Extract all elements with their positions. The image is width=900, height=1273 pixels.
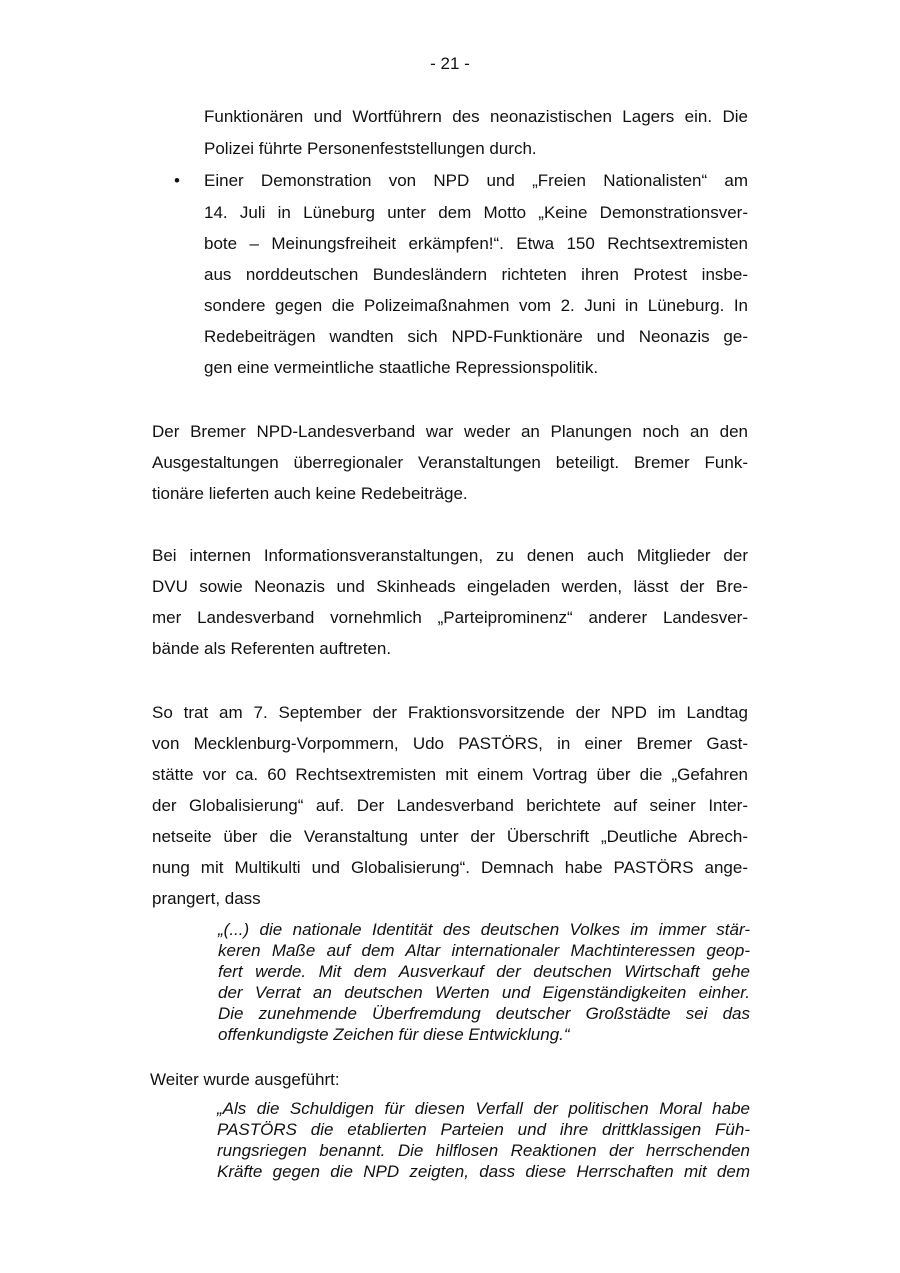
quote-line: „Als die Schuldigen für diesen Verfall der politischen Moral habe	[217, 1099, 750, 1118]
text-line: der Globalisierung“ auf. Der Landesverband berichtete auf seiner Inter-	[152, 796, 748, 815]
text-line: von Mecklenburg-Vorpommern, Udo PASTÖRS, in einer Bremer Gast-	[152, 734, 748, 753]
page-number: - 21 -	[430, 54, 470, 73]
quote-line: „(...) die nationale Identität des deutschen Volkes im immer stär-	[218, 920, 750, 939]
text-line: Polizei führte Personenfeststellungen durch.	[204, 139, 537, 158]
text-line: sondere gegen die Polizeimaßnahmen vom 2. Juni in Lüneburg. In	[204, 296, 748, 315]
continuation-label: Weiter wurde ausgeführt:	[150, 1070, 340, 1089]
text-line: bote – Meinungsfreiheit erkämpfen!“. Etwa 150 Rechtsextremisten	[204, 234, 748, 253]
bullet-marker: •	[174, 171, 180, 190]
quote-line: PASTÖRS die etablierten Parteien und ihre drittklassigen Füh-	[217, 1120, 750, 1139]
text-line: Redebeiträgen wandten sich NPD-Funktionäre und Neonazis ge-	[204, 327, 748, 346]
quote-line: rungsriegen benannt. Die hilflosen Reaktionen der herrschenden	[217, 1141, 750, 1160]
text-line: Funktionären und Wortführern des neonazistischen Lagers ein. Die	[204, 107, 748, 126]
text-line: stätte vor ca. 60 Rechtsextremisten mit einem Vortrag über die „Gefahren	[152, 765, 748, 784]
quote-line: keren Maße auf dem Altar internationaler Machtinteressen geop-	[218, 941, 750, 960]
quote-line: offenkundigste Zeichen für diese Entwicklung.“	[218, 1025, 570, 1044]
quote-line: fert werde. Mit dem Ausverkauf der deutschen Wirtschaft gehe	[218, 962, 750, 981]
text-line: mer Landesverband vornehmlich „Parteiprominenz“ anderer Landesver-	[152, 608, 748, 627]
quote-line: Kräfte gegen die NPD zeigten, dass diese Herrschaften mit dem	[217, 1162, 750, 1181]
text-line: tionäre lieferten auch keine Redebeiträge.	[152, 484, 468, 503]
text-line: So trat am 7. September der Fraktionsvorsitzende der NPD im Landtag	[152, 703, 748, 722]
text-line: gen eine vermeintliche staatliche Repressionspolitik.	[204, 358, 599, 377]
text-line: Einer Demonstration von NPD und „Freien Nationalisten“ am	[204, 171, 748, 190]
text-line: Ausgestaltungen überregionaler Veranstaltungen beteiligt. Bremer Funk-	[152, 453, 748, 472]
text-line: bände als Referenten auftreten.	[152, 639, 392, 658]
quote-line: der Verrat an deutschen Werten und Eigenständigkeiten einher.	[218, 983, 750, 1002]
text-line: prangert, dass	[152, 889, 261, 908]
text-line: DVU sowie Neonazis und Skinheads eingeladen werden, lässt der Bre-	[152, 577, 748, 596]
quote-line: Die zunehmende Überfremdung deutscher Großstädte sei das	[218, 1004, 750, 1023]
text-line: 14. Juli in Lüneburg unter dem Motto „Keine Demonstrationsver-	[204, 203, 748, 222]
text-line: nung mit Multikulti und Globalisierung“. Demnach habe PASTÖRS ange-	[152, 858, 748, 877]
text-line: aus norddeutschen Bundesländern richteten ihren Protest insbe-	[204, 265, 748, 284]
text-line: netseite über die Veranstaltung unter der Überschrift „Deutliche Abrech-	[152, 827, 748, 846]
text-line: Bei internen Informationsveranstaltungen, zu denen auch Mitglieder der	[152, 546, 748, 565]
text-line: Der Bremer NPD-Landesverband war weder an Planungen noch an den	[152, 422, 748, 441]
